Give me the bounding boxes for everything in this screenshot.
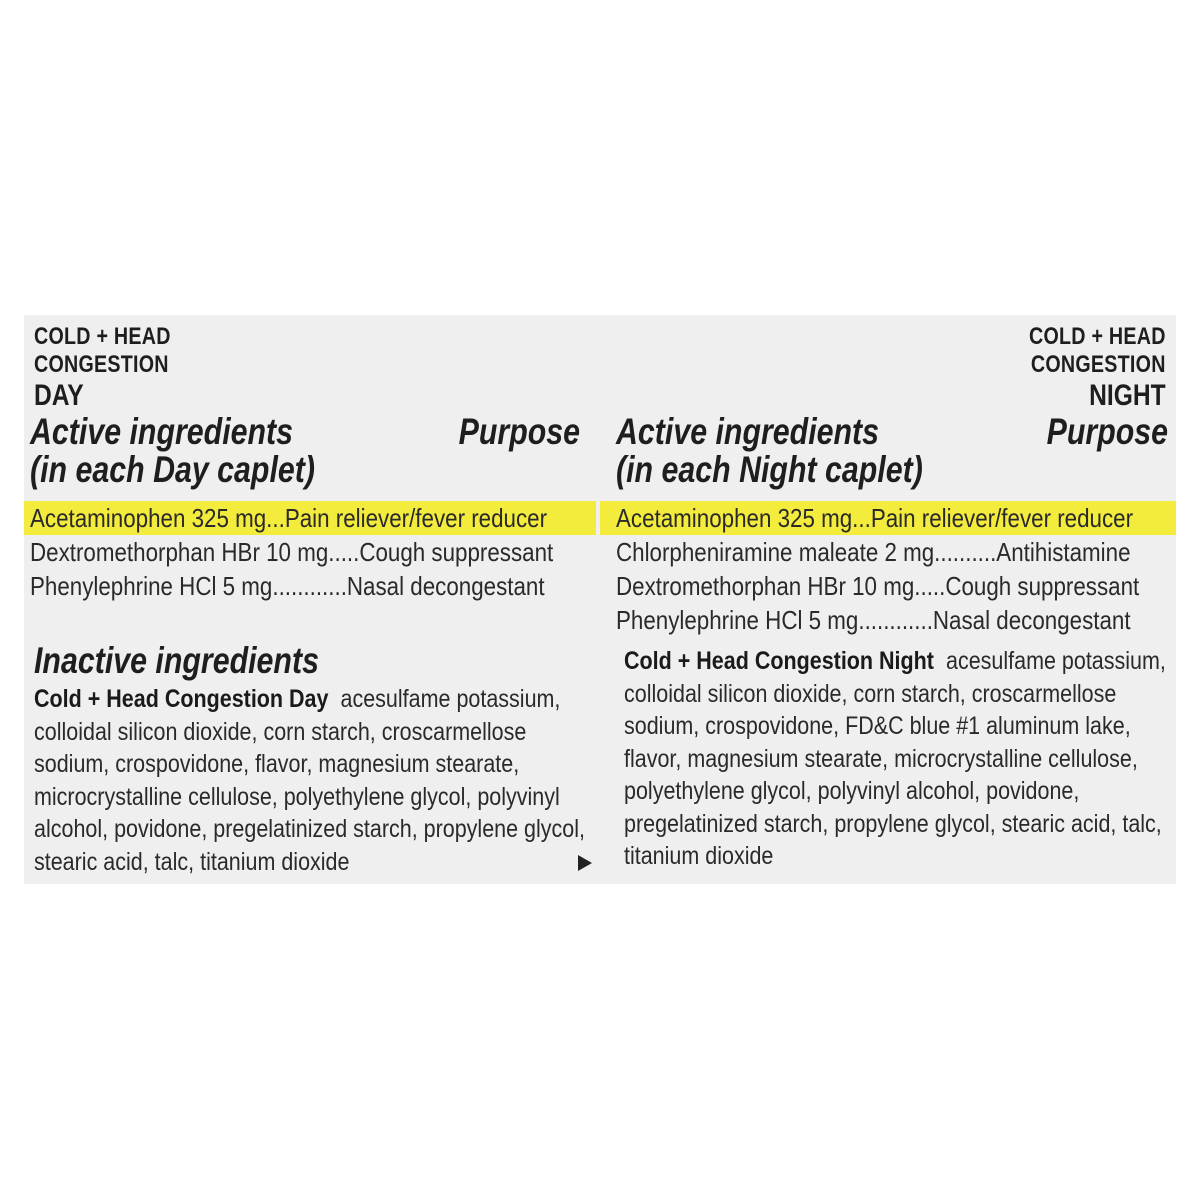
night-inactive-ingredients: [624, 645, 1172, 873]
night-inactive-label: Cold + Head Congestion Night: [624, 647, 934, 675]
brand-line-1: COLD + HEAD: [1029, 323, 1166, 350]
night-purpose-heading: Purpose: [1046, 411, 1168, 452]
ingredient-row: [596, 535, 1176, 569]
brand-line-1: COLD + HEAD: [34, 323, 171, 350]
ingredient-row-highlighted: [24, 501, 596, 535]
heading-line-1: Active ingredients: [616, 411, 880, 452]
day-active-ingredients-list: [24, 501, 596, 603]
brand-variant: NIGHT: [1089, 379, 1166, 412]
inactive-ingredients-heading: Inactive ingredients: [34, 640, 319, 681]
day-section: [24, 315, 596, 884]
ingredient-text: Dextromethorphan HBr 10 mg.....Cough suppressant: [30, 537, 554, 567]
ingredient-row: [596, 569, 1176, 603]
day-active-ingredients-heading: [30, 413, 315, 489]
night-active-ingredients-list: [596, 501, 1176, 637]
day-inactive-text: acesulfame potassium, colloidal silicon dioxide, corn starch, croscarmellose sodium, crospovidone, flavor, magnesium stearate, microcrystalline cellulose, polyethylene glycol, polyvinyl alcohol, povidone, pregelatinized starch, propylene glycol, stearic acid, talc, titanium dioxide: [34, 685, 585, 876]
brand-line-2: CONGESTION: [34, 351, 169, 378]
night-section: [596, 315, 1176, 884]
ingredient-row-highlighted: [600, 501, 1176, 535]
ingredient-text: Phenylephrine HCl 5 mg............Nasal decongestant: [30, 571, 545, 601]
night-inactive-text: acesulfame potassium, colloidal silicon dioxide, corn starch, croscarmellose sodium, crospovidone, FD&C blue #1 aluminum lake, flavor, magnesium stearate, microcrystalline cellulose, polyethylene glycol, polyvinyl alcohol, povidone, pregelatinized starch, propylene glycol, stearic acid, talc, titanium dioxide: [624, 647, 1166, 870]
ingredient-text: Phenylephrine HCl 5 mg............Nasal decongestant: [616, 605, 1131, 635]
day-purpose-heading: Purpose: [458, 411, 580, 452]
ingredient-text: Acetaminophen 325 mg...Pain reliever/fever reducer: [30, 503, 548, 533]
night-product-name: [1029, 323, 1166, 413]
brand-variant: DAY: [34, 379, 84, 412]
heading-line-1: Active ingredients: [30, 411, 294, 452]
night-active-ingredients-heading: [616, 413, 923, 489]
day-product-name: [34, 323, 171, 413]
ingredient-row: [24, 535, 596, 569]
ingredient-text: Chlorpheniramine maleate 2 mg..........Antihistamine: [616, 537, 1131, 567]
drug-facts-panel: [24, 315, 1176, 884]
brand-line-2: CONGESTION: [1031, 351, 1166, 378]
ingredient-text: Acetaminophen 325 mg...Pain reliever/fever reducer: [616, 503, 1134, 533]
heading-line-2: (in each Night caplet): [616, 449, 923, 490]
day-inactive-ingredients: [34, 683, 594, 878]
ingredient-row: [24, 569, 596, 603]
ingredient-row: [596, 603, 1176, 637]
day-inactive-label: Cold + Head Congestion Day: [34, 685, 329, 713]
continue-arrow-icon: [578, 855, 592, 871]
heading-line-2: (in each Day caplet): [30, 449, 315, 490]
ingredient-text: Dextromethorphan HBr 10 mg.....Cough suppressant: [616, 571, 1140, 601]
